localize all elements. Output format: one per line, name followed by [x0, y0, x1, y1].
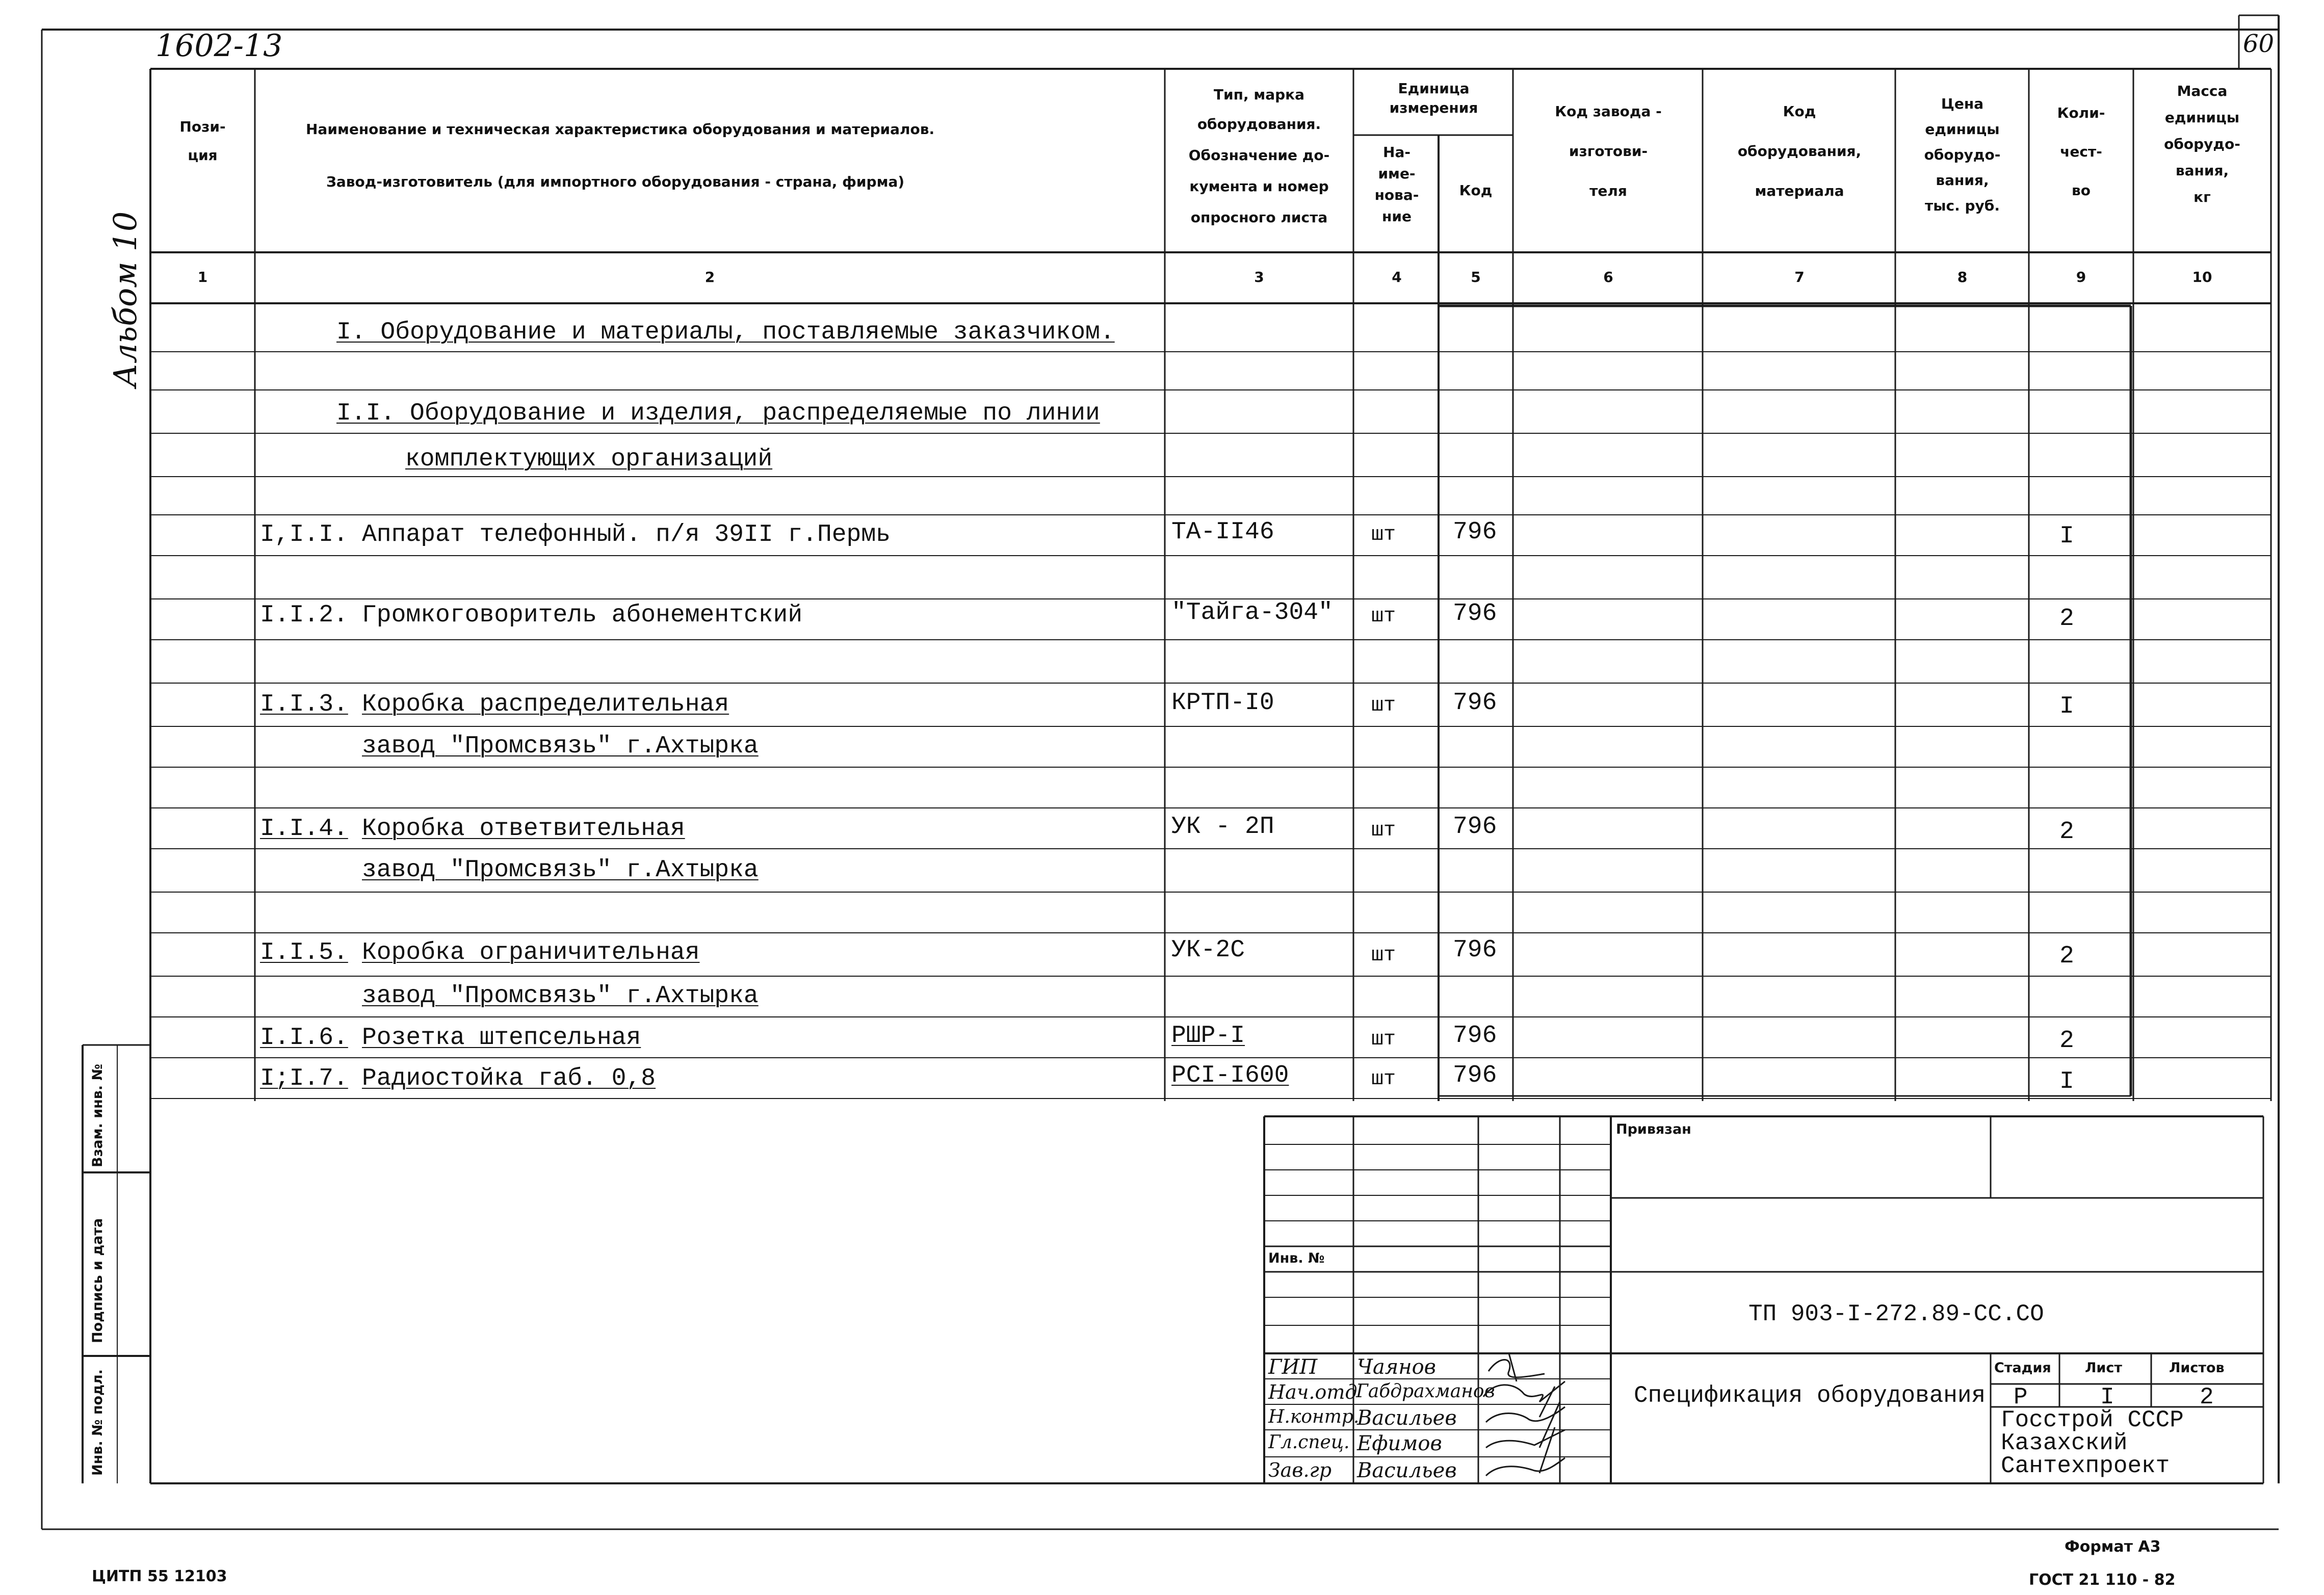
item-qty: 2: [2059, 943, 2074, 970]
item-unit: шт: [1371, 1028, 1396, 1051]
sheet-label: Лист: [2085, 1360, 2122, 1376]
signatures: [1478, 1351, 1590, 1488]
footer-gost: ГОСТ 21 110 - 82: [2029, 1571, 2176, 1589]
header-qty: Коли- чест- во: [2057, 104, 2105, 199]
col-num-2: 2: [704, 269, 715, 285]
item-name: Громкоговоритель абонементский: [362, 602, 803, 629]
item-unit: шт: [1371, 524, 1396, 546]
col-num-5: 5: [1471, 269, 1481, 285]
inv-no-label: Инв. №: [1268, 1250, 1325, 1266]
item-pos: I.I.4.: [260, 815, 348, 843]
role-n-kontr: Н.контр.: [1268, 1406, 1360, 1427]
role-zav-gr: Зав.гр: [1268, 1459, 1332, 1481]
sheet-code: 1602-13: [155, 28, 283, 64]
item-name-line2: завод "Промсвязь" г.Ахтырка: [362, 982, 759, 1010]
item-name: Радиостойка габ. 0,8: [362, 1065, 656, 1092]
item-qty: 2: [2059, 605, 2074, 633]
col-num-8: 8: [1957, 269, 1968, 285]
header-pos: Пози- ция: [179, 118, 226, 164]
item-unit: шт: [1371, 819, 1396, 842]
stage-value: Р: [2014, 1384, 2028, 1410]
footer-left: ЦИТП 55 12103: [92, 1567, 227, 1585]
header-unit-group: Единица измерения: [1389, 80, 1478, 116]
side-sign-label: Подпись и дата: [90, 1218, 106, 1343]
item-pos: I,I.I.: [260, 521, 348, 548]
header-plant-code: Код завода - изготови- теля: [1555, 103, 1662, 199]
col-num-10: 10: [2192, 269, 2212, 285]
org-line-3: Сантехпроект: [2001, 1453, 2170, 1479]
subsection-title-line2: комплектующих организаций: [405, 446, 773, 473]
item-code: 796: [1453, 518, 1497, 546]
item-pos: I.I.6.: [260, 1024, 348, 1052]
item-name: Коробка ограничительная: [362, 939, 700, 966]
name-n-kontr: Васильев: [1357, 1406, 1457, 1430]
item-type: КРТП-I0: [1171, 689, 1274, 717]
item-type: "Тайга-304": [1171, 599, 1333, 626]
item-name: Коробка ответвительная: [362, 815, 685, 843]
item-type: ТА-II46: [1171, 518, 1274, 546]
role-gip: ГИП: [1268, 1355, 1318, 1379]
item-unit: шт: [1371, 1068, 1396, 1091]
col-num-6: 6: [1603, 269, 1613, 285]
header-name-line1: Наименование и техническая характеристика оборудования и материалов.: [306, 121, 935, 138]
item-unit: шт: [1371, 944, 1396, 967]
item-unit: шт: [1371, 605, 1396, 628]
sheets-label: Листов: [2169, 1360, 2225, 1376]
name-gl-spec: Ефимов: [1357, 1432, 1442, 1455]
page-number: 60: [2243, 30, 2275, 58]
item-code: 796: [1453, 1022, 1497, 1050]
section-title: I. Оборудование и материалы, поставляемые заказчиком.: [336, 319, 1115, 346]
item-unit: шт: [1371, 694, 1396, 717]
item-pos: I.I.3.: [260, 691, 348, 718]
col-num-4: 4: [1392, 269, 1402, 285]
header-name-line2: Завод-изготовитель (для импортного оборудования - страна, фирма): [326, 173, 905, 190]
name-zav-gr: Васильев: [1357, 1459, 1457, 1482]
item-qty: I: [2059, 522, 2074, 550]
item-pos: I;I.7.: [260, 1065, 348, 1092]
item-qty: 2: [2059, 818, 2074, 846]
item-type: УК-2С: [1171, 936, 1245, 964]
item-type: РСI-I600: [1171, 1062, 1289, 1089]
subsection-title-line1: I.I. Оборудование и изделия, распределяемые по линии: [336, 400, 1100, 427]
item-pos: I.I.2.: [260, 602, 348, 629]
header-equip-code: Код оборудования, материала: [1737, 103, 1862, 199]
col-num-9: 9: [2076, 269, 2086, 285]
org-line-2: Казахский: [2001, 1430, 2128, 1456]
doc-code: ТП 903-I-272.89-СС.СО: [1748, 1301, 2044, 1327]
privyazan-label: Привязан: [1616, 1121, 1691, 1137]
item-type: УК - 2П: [1171, 813, 1274, 841]
role-nach-otd: Нач.отд: [1268, 1381, 1357, 1403]
stage-label: Стадия: [1994, 1360, 2051, 1376]
side-vzam-label: Взам. инв. №: [90, 1063, 106, 1167]
item-name-line2: завод "Промсвязь" г.Ахтырка: [362, 733, 759, 760]
album-label: Альбом 10: [107, 211, 144, 387]
org-line-1: Госстрой СССР: [2001, 1407, 2184, 1433]
sheet-value: I: [2100, 1384, 2114, 1410]
col-num-3: 3: [1254, 269, 1264, 285]
item-pos: I.I.5.: [260, 939, 348, 966]
item-name: Коробка распределительная: [362, 691, 729, 718]
header-unit-code: Код: [1459, 182, 1493, 199]
item-type: РШР-I: [1171, 1022, 1245, 1050]
col-num-7: 7: [1794, 269, 1805, 285]
item-qty: I: [2059, 1068, 2074, 1095]
item-name: Аппарат телефонный. п/я 39II г.Пермь: [362, 521, 891, 548]
item-code: 796: [1453, 689, 1497, 717]
item-code: 796: [1453, 813, 1497, 841]
item-qty: 2: [2059, 1027, 2074, 1055]
header-unit-name: На- име- нова- ние: [1374, 144, 1419, 225]
item-qty: I: [2059, 693, 2074, 720]
sheets-value: 2: [2200, 1384, 2214, 1410]
header-type: Тип, марка оборудования. Обозначение до- кумента и номер опросного листа: [1188, 86, 1330, 226]
side-inv-label: Инв. № подл.: [90, 1369, 106, 1476]
name-nach-otd: Габдрахманов: [1356, 1381, 1495, 1402]
item-code: 796: [1453, 1062, 1497, 1089]
header-price: Цена единицы оборудо- вания, тыс. руб.: [1924, 95, 2001, 214]
footer-format: Формат А3: [2065, 1538, 2161, 1556]
item-name-line2: завод "Промсвязь" г.Ахтырка: [362, 856, 759, 884]
item-code: 796: [1453, 936, 1497, 964]
doc-title: Спецификация оборудования: [1634, 1382, 1986, 1409]
item-name: Розетка штепсельная: [362, 1024, 641, 1052]
header-mass: Масса единицы оборудо- вания, кг: [2164, 83, 2240, 205]
role-gl-spec: Гл.спец.: [1268, 1432, 1350, 1453]
item-code: 796: [1453, 600, 1497, 627]
name-gip: Чаянов: [1357, 1355, 1436, 1379]
col-num-1: 1: [197, 269, 208, 285]
